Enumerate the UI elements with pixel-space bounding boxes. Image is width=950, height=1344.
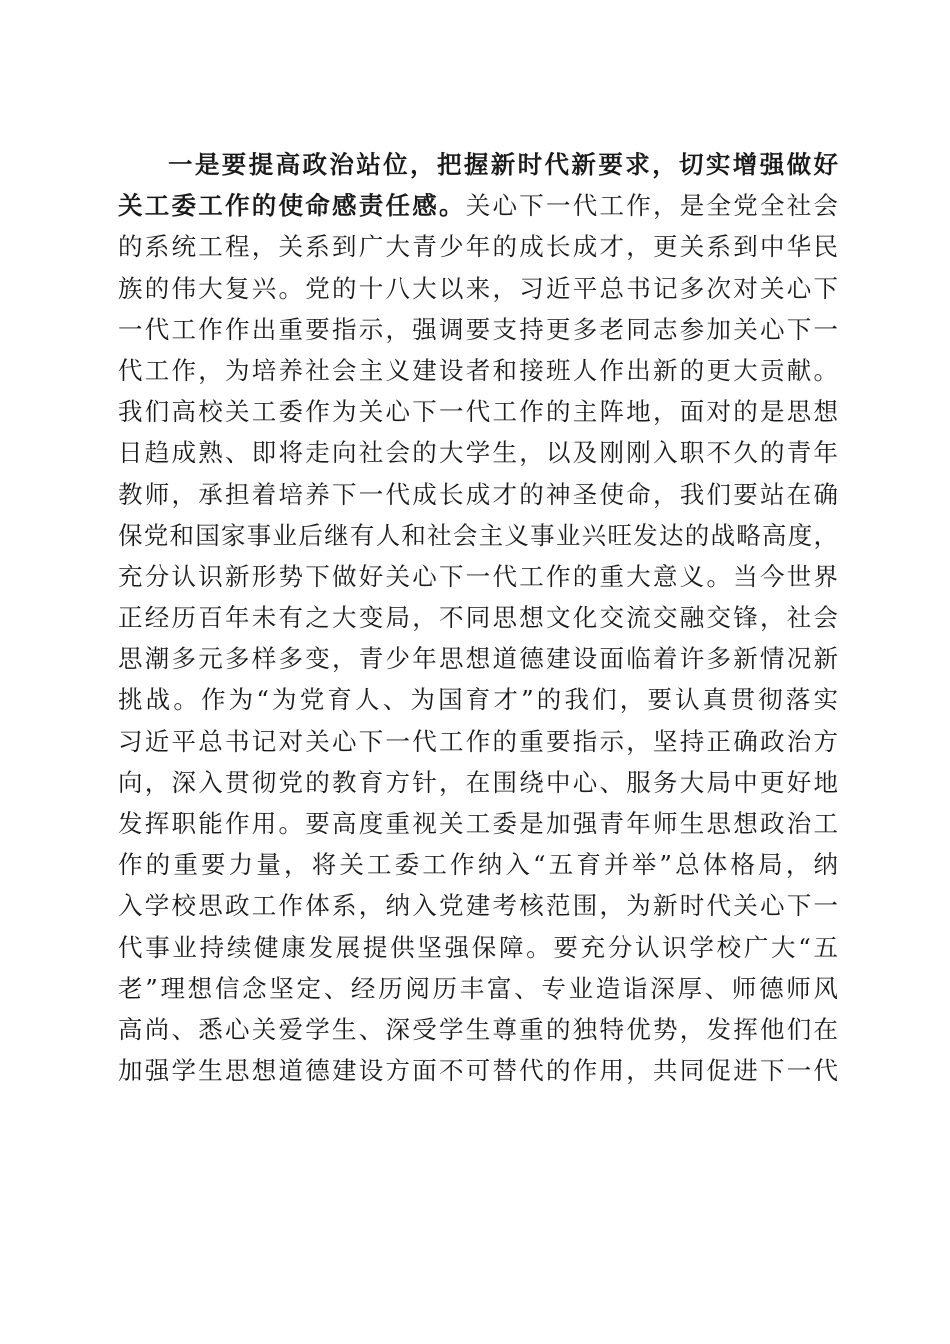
text-line [118, 309, 838, 350]
text-line [118, 268, 838, 309]
line-text: 挑战。作为“为党育人、为国育才”的我们，要认真贯彻落实 [118, 685, 838, 715]
text-line [118, 721, 838, 762]
text-line [118, 927, 838, 968]
line-text: 的系统工程，关系到广大青少年的成长成才，更关系到中华民 [118, 232, 838, 262]
body-paragraph [118, 144, 838, 1091]
line-text: 高尚、悉心关爱学生、深受学生尊重的独特优势，发挥他们在 [118, 1014, 838, 1044]
line-text: 正经历百年未有之大变局，不同思想文化交流交融交锋，社会 [118, 603, 838, 633]
bold-lead-text: 一是要提高政治站位，把握新时代新要求，切实增强做好 [168, 150, 838, 179]
line-text: 老”理想信念坚定、经历阅历丰富、专业造诣深厚、师德师风 [118, 973, 838, 1003]
line-text: 代事业持续健康发展提供坚强保障。要充分认识学校广大“五 [118, 932, 838, 962]
line-text: 发挥职能作用。要高度重视关工委是加强青年师生思想政治工 [118, 809, 838, 838]
line-text: 思潮多元多样多变，青少年思想道德建设面临着许多新情况新 [118, 644, 838, 674]
line-text: 作的重要力量，将关工委工作纳入“五育并举”总体格局，纳 [118, 850, 838, 880]
text-line [118, 432, 838, 473]
text-line [118, 1050, 838, 1091]
text-line [118, 350, 838, 391]
text-line [118, 185, 838, 226]
text-line [118, 597, 838, 638]
text-line [118, 679, 838, 720]
text-line [118, 556, 838, 597]
text-line [118, 391, 838, 432]
bold-lead-text: 关工委工作的使命感责任感。 [118, 191, 466, 221]
text-line [118, 474, 838, 515]
line-text: 保党和国家事业后继有人和社会主义事业兴旺发达的战略高度， [118, 520, 838, 550]
text-line [118, 844, 838, 885]
text-line [118, 803, 838, 844]
line-text: 日趋成熟、即将走向社会的大学生，以及刚刚入职不久的青年 [118, 438, 838, 468]
line-text: 代工作，为培养社会主义建设者和接班人作出新的更大贡献。 [118, 355, 838, 385]
line-text: 充分认识新形势下做好关心下一代工作的重大意义。当今世界 [118, 561, 838, 591]
line-text: 关心下一代工作，是全党全社会 [465, 191, 838, 221]
line-text: 入学校思政工作体系，纳入党建考核范围，为新时代关心下一 [118, 891, 838, 921]
text-line [118, 968, 838, 1009]
line-text: 向，深入贯彻党的教育方针，在围绕中心、服务大局中更好地 [118, 767, 838, 797]
line-text: 我们高校关工委作为关心下一代工作的主阵地，面对的是思想 [118, 397, 838, 427]
text-line [118, 638, 838, 679]
line-text: 习近平总书记对关心下一代工作的重要指示，坚持正确政治方 [118, 726, 838, 756]
text-line [118, 144, 838, 185]
text-line [118, 885, 838, 926]
line-text: 一代工作作出重要指示，强调要支持更多老同志参加关心下一 [118, 314, 838, 344]
line-text: 族的伟大复兴。党的十八大以来，习近平总书记多次对关心下 [118, 273, 838, 303]
text-line [118, 1009, 838, 1050]
text-line [118, 762, 838, 803]
text-line [118, 515, 838, 556]
line-text: 教师，承担着培养下一代成长成才的神圣使命，我们要站在确 [118, 479, 838, 509]
text-line [118, 226, 838, 267]
line-text: 加强学生思想道德建设方面不可替代的作用，共同促进下一代 [118, 1056, 838, 1086]
